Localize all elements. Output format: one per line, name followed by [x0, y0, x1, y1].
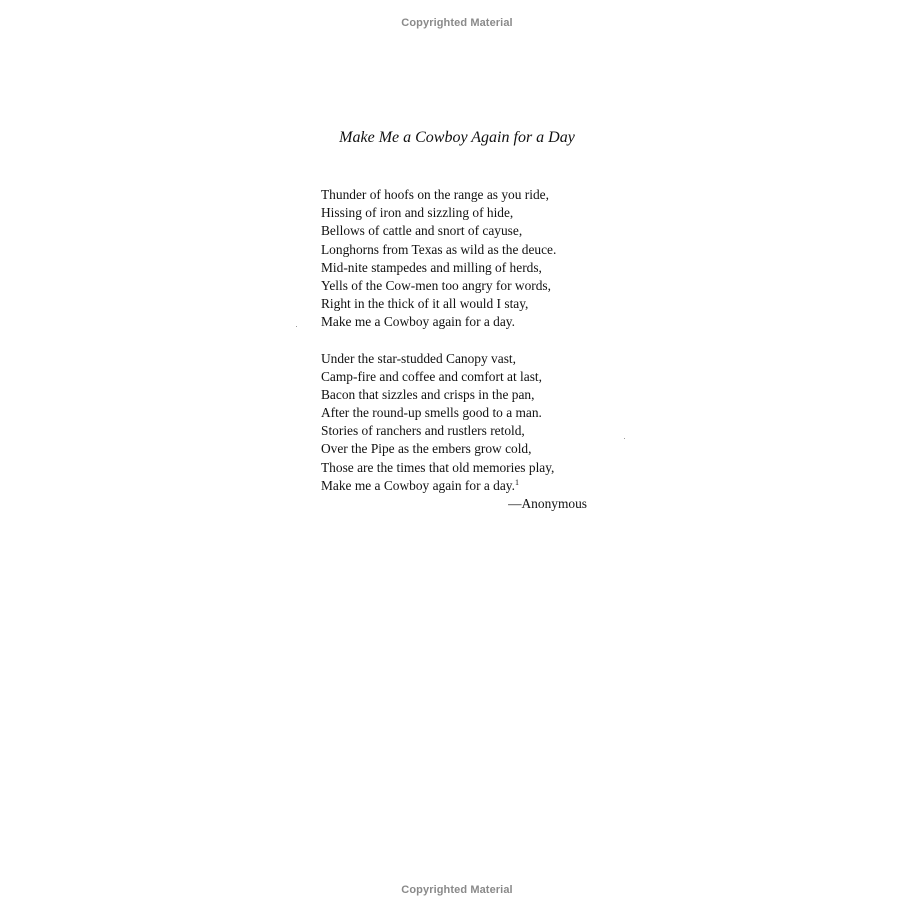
footnote-marker: 1 — [514, 477, 519, 487]
poem-line: Mid-nite stampedes and milling of herds, — [321, 259, 542, 275]
copyright-watermark-top: Copyrighted Material — [401, 17, 513, 29]
scan-speck — [624, 438, 625, 439]
poem-line-last — [321, 477, 596, 495]
stanza-2 — [321, 350, 596, 514]
poem-line: Longhorns from Texas as wild as the deuce. — [321, 241, 557, 257]
poem-line: Stories of ranchers and rustlers retold, — [321, 423, 525, 439]
poem-line: Under the star-studded Canopy vast, — [321, 350, 516, 366]
poem-line: Thunder of hoofs on the range as you ride, — [321, 187, 549, 202]
poem-line: Bellows of cattle and snort of cayuse, — [321, 223, 523, 239]
scan-speck — [296, 326, 297, 327]
poem-line: Over the Pipe as the embers grow cold, — [321, 441, 532, 457]
poem-line: Right in the thick of it all would I stay, — [321, 296, 529, 312]
poem-line-text: Make me a Cowboy again for a day. — [321, 477, 515, 493]
poem-line: After the round-up smells good to a man. — [321, 405, 542, 421]
poem-title: Make Me a Cowboy Again for a Day — [339, 129, 575, 146]
poem-line: Hissing of iron and sizzling of hide, — [321, 205, 514, 221]
poem-line: Those are the times that old memories play, — [321, 459, 555, 475]
poem-line: Make me a Cowboy again for a day. — [321, 314, 515, 330]
poem-line: Yells of the Cow-men too angry for words, — [321, 277, 551, 293]
poem-line: Camp-fire and coffee and comfort at last, — [321, 368, 542, 384]
copyright-watermark-bottom: Copyrighted Material — [401, 884, 513, 896]
poem-line: Bacon that sizzles and crisps in the pan, — [321, 386, 535, 402]
poem-attribution: —Anonymous — [508, 496, 587, 511]
stanza-1 — [321, 186, 596, 332]
poem-body — [321, 186, 596, 513]
